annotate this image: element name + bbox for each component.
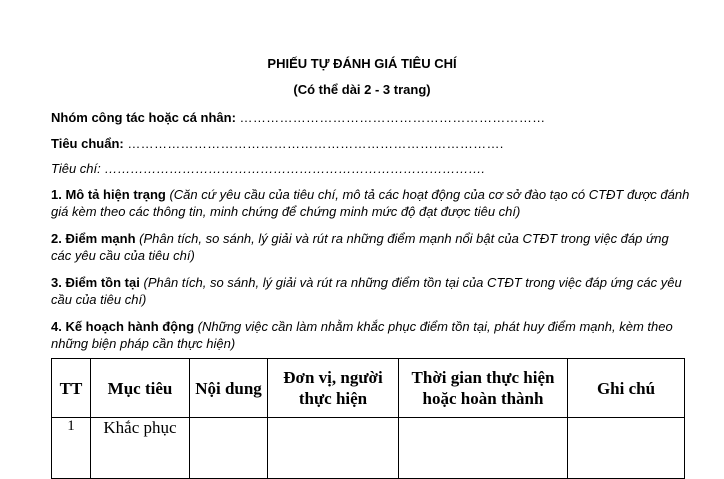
criterion-dots: …………………………………………………………………………….: [104, 161, 485, 176]
column-header-executor: Đơn vị, người thực hiện: [268, 359, 399, 418]
section-note: (Phân tích, so sánh, lý giải và rút ra những điểm mạnh nổi bật của CTĐT trong việc đáp ứng các yêu cầu của tiêu chí): [51, 231, 669, 263]
section-strengths: [51, 230, 691, 264]
standard-dots: ………………………………………………………………………….: [127, 136, 504, 151]
table-cell-tt: 1: [52, 418, 91, 479]
section-note: (Căn cứ yêu cầu của tiêu chí, mô tả các hoạt động của cơ sở đào tạo có CTĐT được đánh giá kèm theo các thông tin, minh chứng để chứng minh mức độ đạt được tiêu chí): [51, 187, 690, 219]
table-header-row: [52, 359, 685, 418]
table-cell-goal: Khắc phục: [91, 418, 190, 479]
section-action-plan: [51, 318, 691, 352]
column-header-tt: TT: [52, 359, 91, 418]
criterion-label: Tiêu chí:: [51, 161, 101, 176]
section-current-state: [51, 186, 691, 220]
standard-field: [51, 136, 504, 151]
section-heading: 2. Điểm mạnh: [51, 231, 136, 246]
section-heading: 1. Mô tả hiện trạng: [51, 187, 166, 202]
group-dots: ……………………………………………………………: [239, 110, 546, 125]
standard-label: Tiêu chuẩn:: [51, 136, 124, 151]
column-header-timeline: Thời gian thực hiện hoặc hoàn thành: [399, 359, 568, 418]
group-label: Nhóm công tác hoặc cá nhân:: [51, 110, 236, 125]
section-note: (Phân tích, so sánh, lý giải và rút ra những điểm tồn tại của CTĐT trong việc đáp ứng các yêu cầu của tiêu chí): [51, 275, 682, 307]
section-note: (Những việc cần làm nhằm khắc phục điểm tồn tại, phát huy điểm mạnh, kèm theo những biện pháp cần thực hiện): [51, 319, 673, 351]
section-weaknesses: [51, 274, 691, 308]
column-header-content: Nội dung: [190, 359, 268, 418]
column-header-goal: Mục tiêu: [91, 359, 190, 418]
page-subtitle: (Có thể dài 2 - 3 trang): [293, 82, 431, 97]
page-title: PHIẾU TỰ ĐÁNH GIÁ TIÊU CHÍ: [267, 56, 457, 71]
table-cell-timeline: [399, 418, 568, 479]
column-header-notes: Ghi chú: [568, 359, 685, 418]
section-heading: 3. Điểm tồn tại: [51, 275, 140, 290]
criterion-field: [51, 161, 485, 176]
section-heading: 4. Kế hoạch hành động: [51, 319, 195, 334]
table-cell-notes: [568, 418, 685, 479]
table-row: [52, 418, 685, 479]
group-field: [51, 110, 545, 125]
table-cell-executor: [268, 418, 399, 479]
table-cell-content: [190, 418, 268, 479]
action-plan-table: [51, 358, 685, 479]
